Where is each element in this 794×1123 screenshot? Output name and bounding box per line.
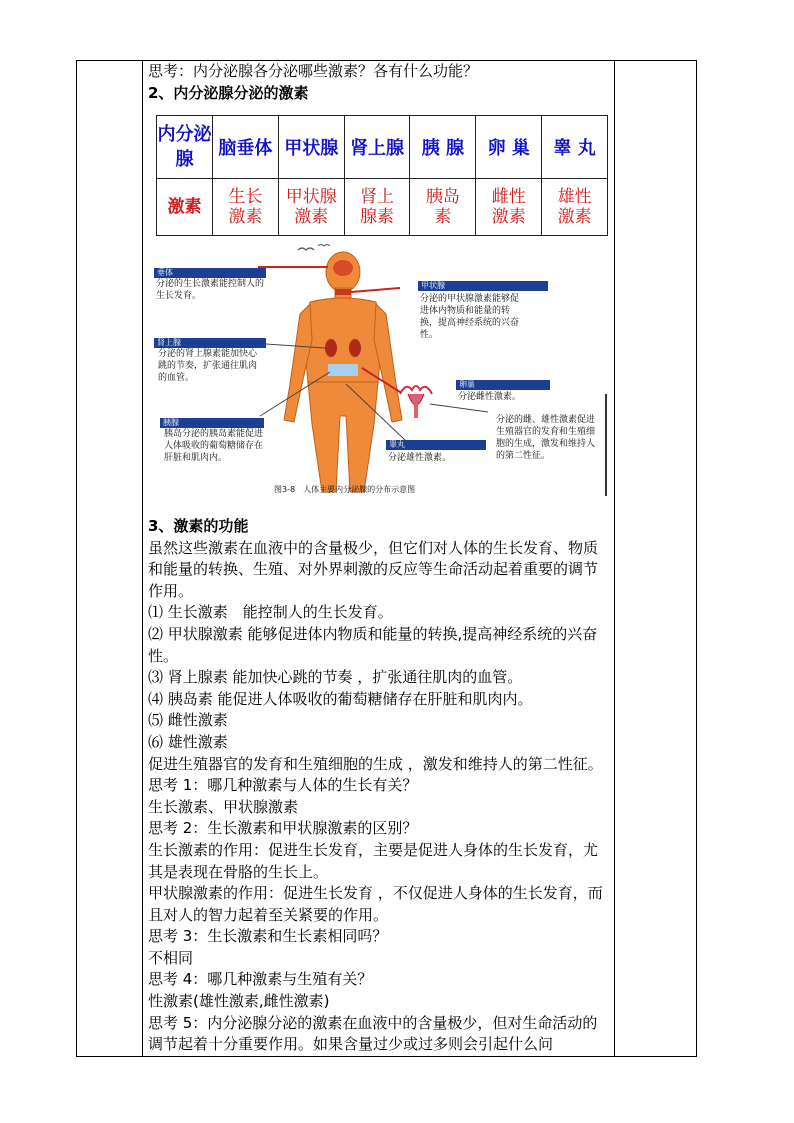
- question-3: 思考 3：生长激素和生长素相同吗？: [148, 927, 388, 946]
- section-3-heading: 3、激素的功能: [148, 517, 249, 535]
- hormone-name: 甲状腺激素: [285, 187, 337, 227]
- question-2: 思考 2：生长激素和甲状腺激素的区别？: [148, 819, 418, 838]
- gland-cell: 胰 腺: [410, 116, 476, 179]
- section-2-heading: 2、内分泌腺分泌的激素: [148, 83, 309, 102]
- hormone-cell: [278, 179, 344, 236]
- hormone-cell: [542, 179, 608, 236]
- hormone-name: 生长激素: [228, 187, 263, 227]
- question-1: 思考 1：哪几种激素与人体的生长有关？: [148, 776, 418, 795]
- adrenal-label-text: 分泌的肾上腺素能加快心跳的节奏，扩张通往肌肉的血管。: [158, 349, 258, 383]
- sex-hormone-paragraph: 促进生殖器官的发育和生殖细胞的生成 ，激发和维持人的第二性征。: [148, 754, 603, 773]
- row-head-hormones: 激素: [157, 179, 213, 236]
- function-item: ⑶ 肾上腺素 能加快心跳的节奏 ，扩张通往肌肉的血管。: [148, 668, 523, 687]
- endocrine-diagram: [150, 244, 608, 496]
- ovary-label-text: 分泌雌性激素。: [458, 392, 522, 402]
- pituitary-label-text: 分泌的生长激素能控制人的生长发育。: [156, 279, 265, 301]
- hormone-name: 雄性激素: [557, 187, 592, 227]
- gland-cell: 睾 丸: [542, 116, 608, 179]
- row-head-glands: 内分泌腺: [157, 116, 213, 179]
- testis-label-title: 睾丸: [386, 440, 486, 450]
- question-4: 思考 4：哪几种激素与生殖有关？: [148, 970, 373, 989]
- gland-hormone-table: [156, 115, 608, 236]
- gland-cell: 卵 巢: [476, 116, 542, 179]
- pituitary-label-title: 垂体: [154, 268, 266, 278]
- thyroid-label-text: 分泌的甲状腺激素能够促进体内物质和能量的转换，提高神经系统的兴奋性。: [420, 294, 520, 340]
- gland-cell: 脑垂体: [213, 116, 279, 179]
- hormone-cell: [476, 179, 542, 236]
- hormone-name: 雌性激素: [491, 187, 526, 227]
- answer-2b: 甲状腺激素的作用：促进生长发育 ，不仅促进人身体的生长发育，而且对人的智力起着至关紧要的作用。: [148, 884, 603, 924]
- thyroid-label-title: 甲状腺: [418, 281, 548, 291]
- function-item: ⑵ 甲状腺激素 能够促进体内物质和能量的转换,提高神经系统的兴奋性。: [148, 624, 598, 665]
- hormone-cell: [410, 179, 476, 236]
- pancreas-label-title: 胰腺: [160, 418, 264, 428]
- function-item: ⑸ 雌性激素: [148, 711, 228, 730]
- content-bottom: [148, 516, 611, 1056]
- sex-hormone-label-text: 分泌的雌、雄性激素促进生殖器官的发育和生殖细胞的生成，激发和维持人的第二性征。: [496, 415, 596, 461]
- answer-3: 不相同: [148, 948, 194, 967]
- hormone-name: 肾上腺素: [360, 187, 395, 227]
- answer-2a: 生长激素的作用：促进生长发育，主要是促进人身体的生长发育，尤其是表现在骨胳的生长上。: [148, 840, 599, 881]
- column-divider-left: [142, 60, 143, 1057]
- ovary-label-title: 卵巢: [456, 380, 550, 390]
- intro-paragraph: 虽然这些激素在血液中的含量极少，但它们对人体的生长发育、物质和能量的转换、生殖、对外界刺激的反应等生命活动起着重要的调节作用。: [148, 538, 599, 600]
- content-top: [148, 60, 611, 104]
- gland-cell: 肾上腺: [344, 116, 410, 179]
- column-divider-right: [614, 60, 615, 1057]
- testis-label-text: 分泌雄性激素。: [388, 453, 452, 463]
- question-line: 思考：内分泌腺各分泌哪些激素？各有什么功能？: [148, 62, 479, 80]
- adrenal-label-title: 肾上腺: [154, 338, 266, 348]
- hormone-name: 胰岛素: [425, 187, 460, 227]
- figure-caption: 图3-8 人体主要内分泌腺的分布示意图: [274, 485, 416, 494]
- question-5: 思考 5：内分泌腺分泌的激素在血液中的含量极少，但对生命活动的调节起着十分重要作用。如果含量过少或过多则会引起什么问: [148, 1013, 598, 1054]
- pancreas-label-text: 胰岛分泌的胰岛素能促进人体吸收的葡萄糖储存在肝脏和肌肉内。: [164, 429, 264, 463]
- function-item: ⑷ 胰岛素 能促进人体吸收的葡萄糖储存在肝脏和肌肉内。: [148, 689, 533, 708]
- answer-1: 生长激素、甲状腺激素: [148, 797, 299, 816]
- function-item: ⑹ 雄性激素: [148, 732, 228, 751]
- function-item: ⑴ 生长激素 能控制人的生长发育。: [148, 603, 393, 622]
- answer-4: 性激素(雄性激素,雌性激素): [148, 992, 330, 1011]
- hormone-cell: [344, 179, 410, 236]
- hormone-cell: [213, 179, 279, 236]
- gland-cell: 甲状腺: [278, 116, 344, 179]
